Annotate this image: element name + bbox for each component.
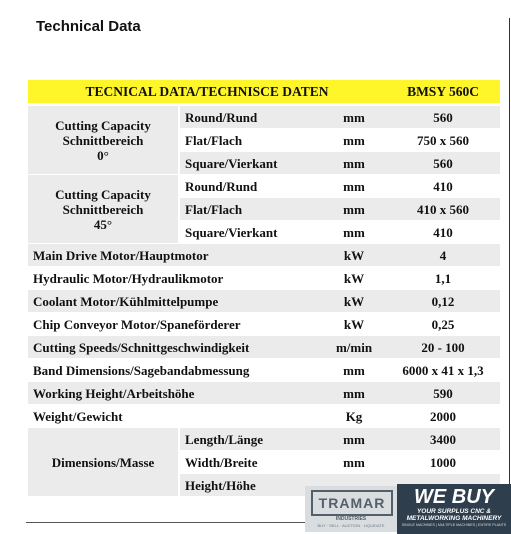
row-unit: Kg	[322, 405, 386, 428]
row-unit: mm	[322, 129, 386, 152]
dimensions-group: Dimensions/Masse	[28, 428, 179, 497]
table-row	[28, 359, 500, 382]
row-label: Weight/Gewicht	[28, 405, 322, 428]
row-unit: mm	[322, 175, 386, 198]
row-label: Round/Rund	[179, 175, 322, 198]
row-unit: m/min	[322, 336, 386, 359]
row-value: 1000	[386, 451, 500, 474]
table-row	[28, 313, 500, 336]
row-label: Flat/Flach	[179, 129, 322, 152]
row-unit: kW	[322, 313, 386, 336]
row-value: 1,1	[386, 267, 500, 290]
row-label: Cutting Speeds/Schnittgeschwindigkeit	[28, 336, 322, 359]
row-label: Band Dimensions/Sagebandabmessung	[28, 359, 322, 382]
row-value: 750 x 560	[386, 129, 500, 152]
we-buy-small: SINGLE MACHINES | MULTIPLE MACHINES | ENTIRE PLANTS	[401, 523, 507, 527]
row-unit: mm	[322, 152, 386, 175]
we-buy-banner	[397, 484, 511, 534]
row-label: Square/Vierkant	[179, 221, 322, 244]
row-label: Flat/Flach	[179, 198, 322, 221]
we-buy-line-1: YOUR SURPLUS CNC &	[416, 508, 492, 515]
row-unit: mm	[322, 221, 386, 244]
table-row	[28, 105, 500, 129]
table-row	[28, 336, 500, 359]
row-unit: mm	[322, 359, 386, 382]
table-header-row	[28, 80, 500, 105]
table-header-title: TECNICAL DATA/TECHNISCE DATEN	[28, 80, 386, 105]
row-label: Coolant Motor/Kühlmittelpumpe	[28, 290, 322, 313]
cutting-capacity-45-group: Cutting Capacity Schnittbereich 45°	[28, 175, 179, 244]
row-value: 560	[386, 152, 500, 175]
row-value: 410	[386, 175, 500, 198]
row-value: 560	[386, 105, 500, 129]
tramar-tagline: BUY · SELL · AUCTION · LIQUIDATE	[317, 523, 385, 528]
right-border-line	[509, 18, 510, 518]
row-label: Round/Rund	[179, 105, 322, 129]
we-buy-title: WE BUY	[414, 486, 494, 508]
row-label: Main Drive Motor/Hauptmotor	[28, 244, 322, 267]
tramar-sub: INDUSTRIES	[335, 516, 367, 522]
row-unit: kW	[322, 244, 386, 267]
row-unit: mm	[322, 451, 386, 474]
row-unit: mm	[322, 198, 386, 221]
tramar-name: TRAMAR	[311, 490, 393, 516]
row-label: Hydraulic Motor/Hydraulikmotor	[28, 267, 322, 290]
table-row	[28, 290, 500, 313]
row-unit: kW	[322, 267, 386, 290]
cutting-capacity-0-group: Cutting Capacity Schnittbereich 0°	[28, 105, 179, 175]
row-label: Chip Conveyor Motor/Spaneförderer	[28, 313, 322, 336]
row-label: Square/Vierkant	[179, 152, 322, 175]
table-header-model: BMSY 560C	[386, 80, 500, 105]
row-value: 0,25	[386, 313, 500, 336]
row-unit: mm	[322, 382, 386, 405]
row-value: 590	[386, 382, 500, 405]
row-value: 20 - 100	[386, 336, 500, 359]
row-value: 410 x 560	[386, 198, 500, 221]
row-unit: mm	[322, 428, 386, 451]
table-row	[28, 382, 500, 405]
row-label: Length/Länge	[179, 428, 322, 451]
table-row	[28, 175, 500, 198]
page-title: Technical Data	[36, 18, 141, 35]
table-row	[28, 405, 500, 428]
row-label: Working Height/Arbeitshöhe	[28, 382, 322, 405]
tramar-logo	[305, 486, 397, 532]
row-value: 410	[386, 221, 500, 244]
row-value: 2000	[386, 405, 500, 428]
we-buy-line-2: METALWORKING MACHINERY	[406, 515, 502, 522]
row-value: 0,12	[386, 290, 500, 313]
row-value: 3400	[386, 428, 500, 451]
row-unit: mm	[322, 105, 386, 129]
row-unit: kW	[322, 290, 386, 313]
row-label: Height/Höhe	[179, 474, 322, 497]
row-label: Width/Breite	[179, 451, 322, 474]
row-value: 6000 x 41 x 1,3	[386, 359, 500, 382]
watermark-banner	[305, 484, 511, 534]
table-row	[28, 428, 500, 451]
table-row	[28, 267, 500, 290]
table-row	[28, 244, 500, 267]
row-value: 4	[386, 244, 500, 267]
technical-data-table	[28, 80, 500, 497]
